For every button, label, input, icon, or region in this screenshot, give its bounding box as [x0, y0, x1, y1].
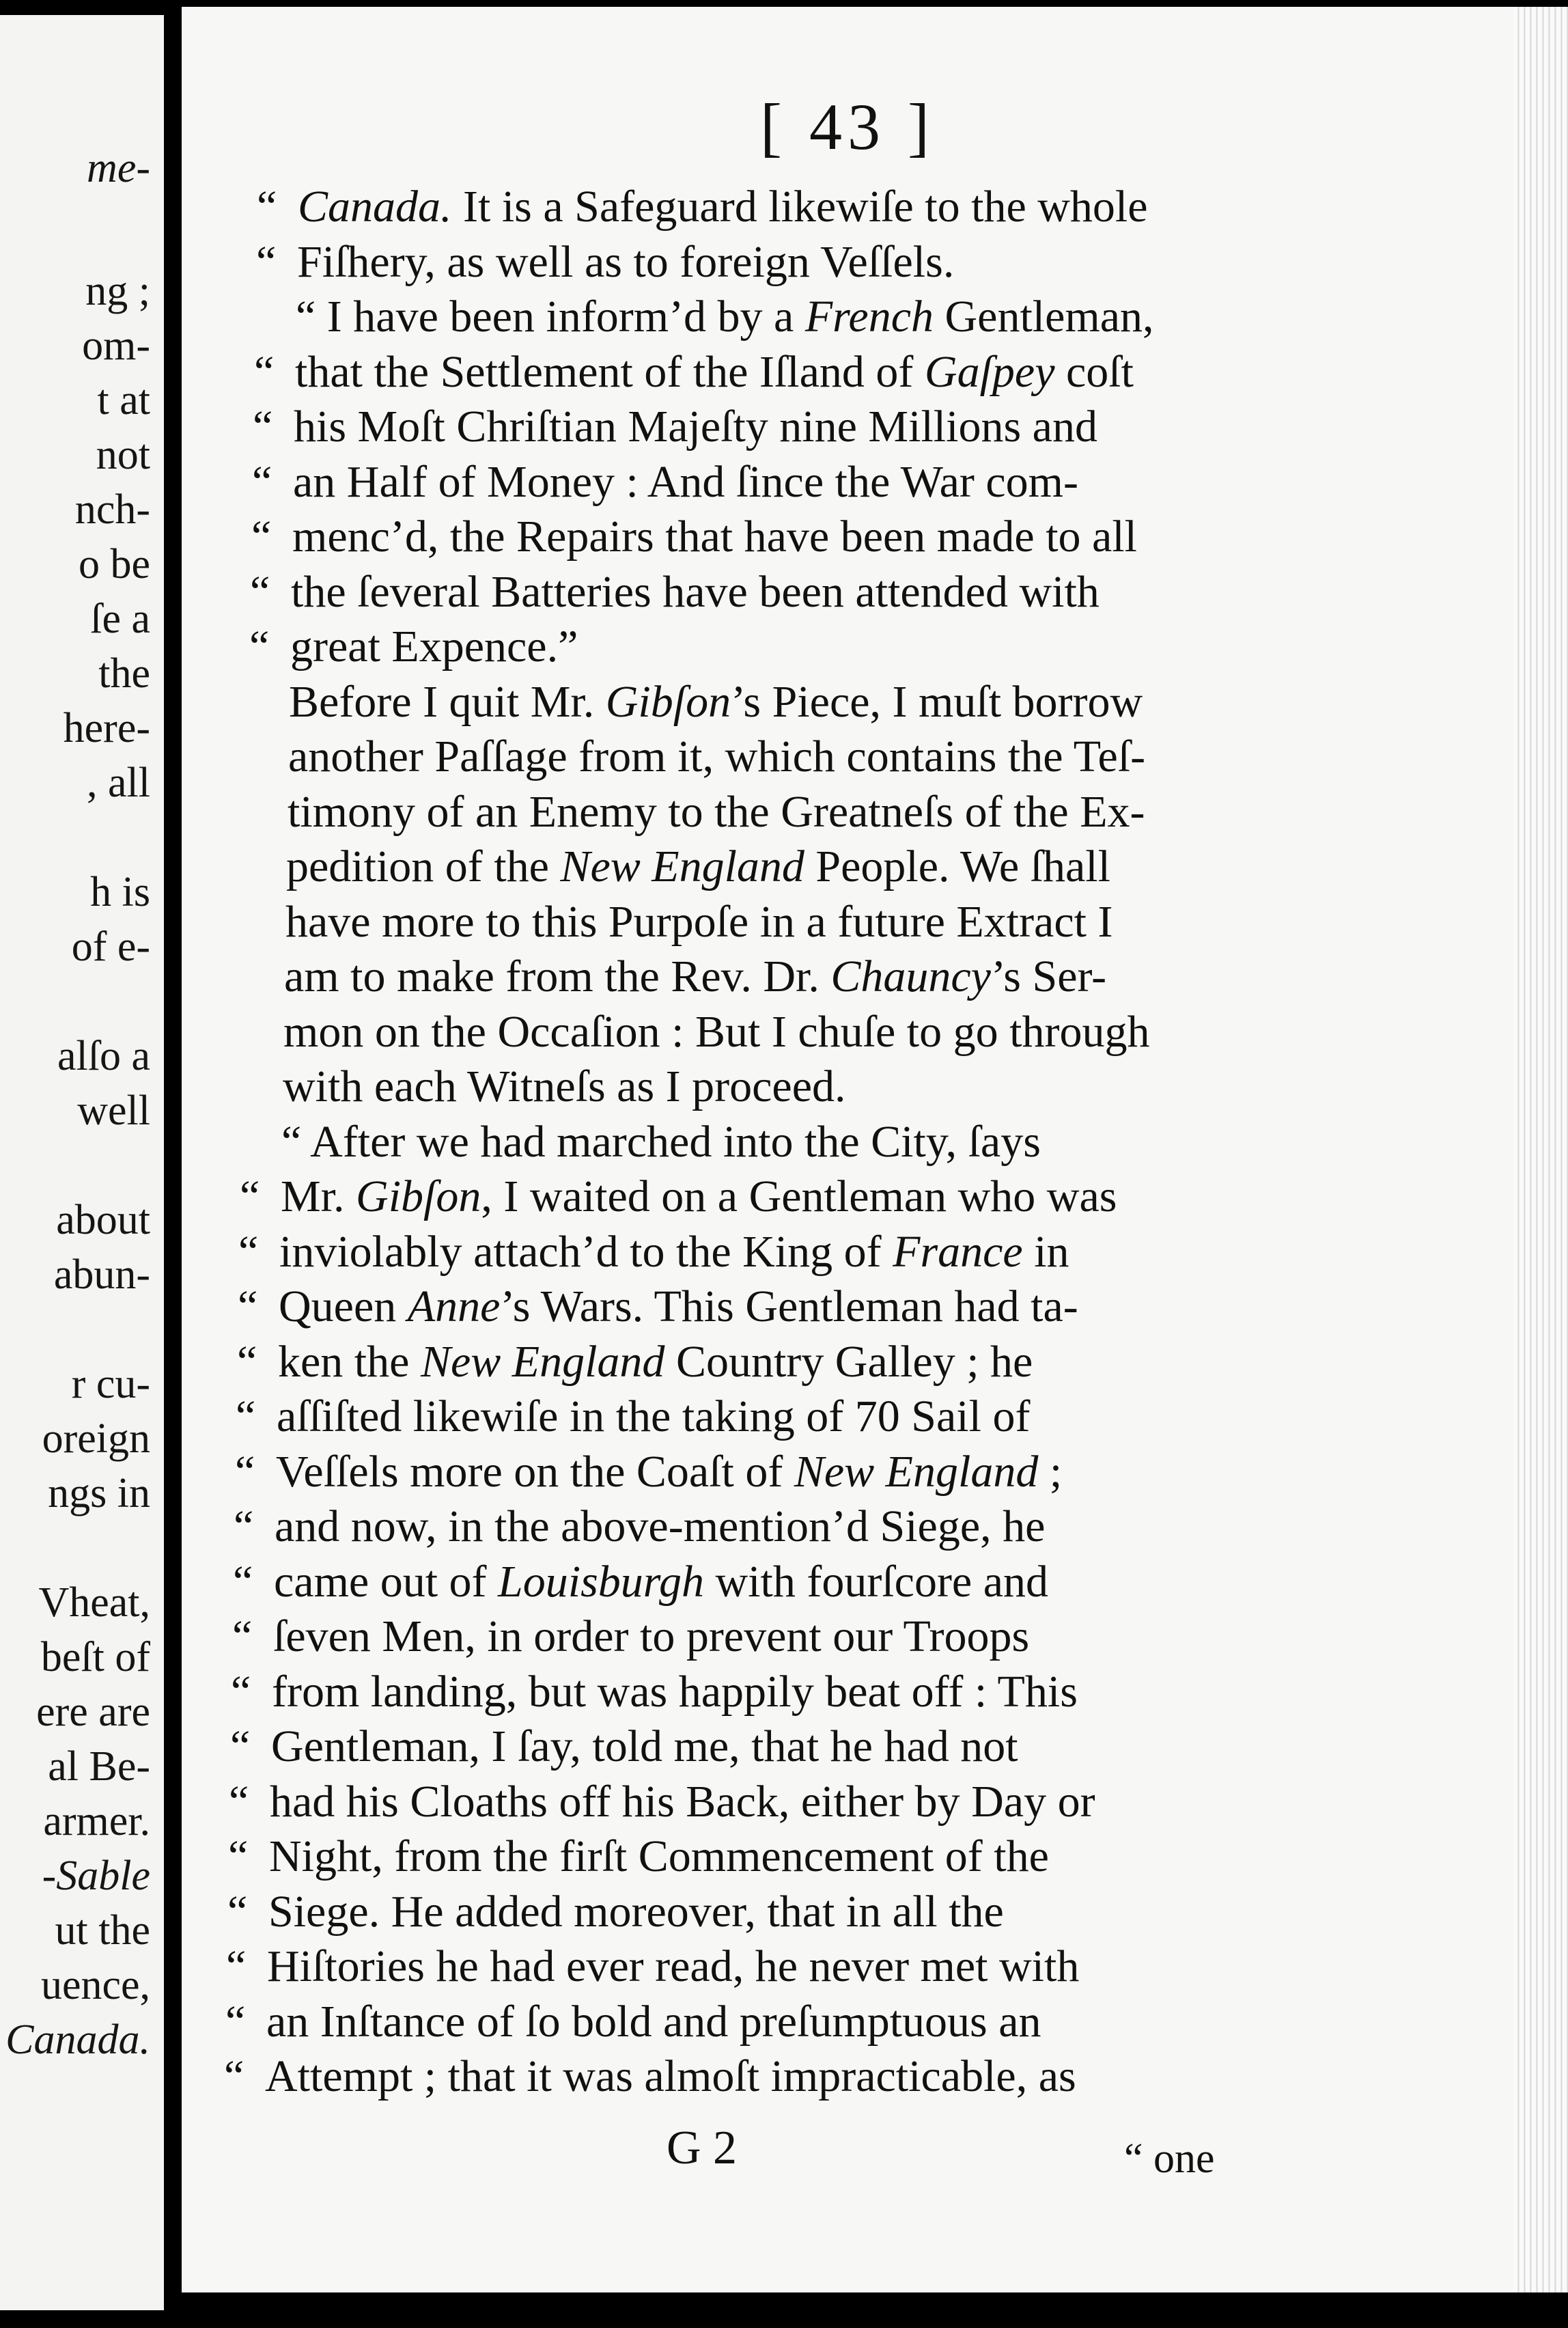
text-span: an Half of Money : And ſince the War com- — [293, 456, 1078, 507]
text-line — [296, 294, 1154, 340]
text-line — [286, 844, 1110, 889]
text-line — [235, 1446, 1063, 1497]
text-line — [228, 1831, 1049, 1881]
text-span: with each Witneſs as I proceed. — [283, 1062, 846, 1111]
left-page-line: alſo a — [57, 1033, 150, 1079]
text-span: Night, from the firſt Commencement of the — [269, 1831, 1049, 1881]
text-line — [224, 2051, 1076, 2101]
right-page — [182, 7, 1513, 2292]
italic-text: Louisburgh — [498, 1556, 705, 1607]
left-page-line: me- — [87, 145, 150, 191]
quote-mark: “ — [257, 182, 277, 232]
text-span: pedition of the — [286, 842, 561, 891]
text-line — [285, 896, 1113, 947]
text-span: Gentleman, I ſay, told me, that he had not — [271, 1721, 1018, 1771]
text-span: the ſeveral Batteries have been attended with — [291, 566, 1100, 617]
quote-mark: “ — [234, 1501, 254, 1551]
text-line — [256, 236, 955, 287]
italic-text: Gaſpey — [924, 346, 1055, 397]
text-line — [232, 1611, 1030, 1661]
text-span: Hiſtories he had ever read, he never met with — [267, 1941, 1080, 1991]
text-span: ’s Ser- — [990, 952, 1107, 1001]
quote-mark: “ — [254, 346, 275, 397]
text-line — [281, 1116, 1041, 1167]
quote-mark: “ — [224, 2051, 244, 2101]
left-page-line: ngs in — [48, 1470, 150, 1516]
text-span: have more to this Purpoſe in a future Extract I — [285, 896, 1113, 947]
quote-mark: “ — [250, 566, 270, 617]
text-line — [233, 1556, 1049, 1607]
left-page-line: here- — [63, 705, 150, 751]
text-span: ken the — [278, 1336, 421, 1387]
text-span: ; — [1038, 1446, 1063, 1497]
left-page-line: beſt of — [40, 1634, 150, 1680]
text-span: timony of an Enemy to the Greatneſs of the Ex- — [288, 786, 1145, 837]
italic-text: Gibſon — [605, 676, 731, 727]
left-page-line: of e- — [71, 924, 150, 970]
text-span: Queen — [279, 1281, 408, 1331]
text-span: , I waited on a Gentleman who was — [481, 1172, 1117, 1221]
text-span: Siege. He added moreover, that in all the — [268, 1886, 1004, 1937]
quote-mark: “ — [251, 512, 272, 562]
text-line — [236, 1391, 1031, 1441]
text-line — [225, 1996, 1041, 2047]
quote-mark: “ — [238, 1226, 259, 1277]
quote-mark: “ — [237, 1336, 257, 1387]
italic-text: Gibſon — [356, 1172, 481, 1221]
text-line — [249, 624, 578, 669]
quote-mark: “ — [252, 456, 272, 507]
left-page-line: t at — [97, 377, 150, 424]
text-span: Before I quit Mr. — [289, 676, 606, 727]
text-span: menc’d, the Repairs that have been made to all — [292, 512, 1138, 562]
text-line — [227, 1886, 1004, 1937]
quote-mark: “ — [240, 1172, 260, 1221]
left-page-line: ere are — [36, 1689, 150, 1735]
text-line — [251, 512, 1138, 562]
left-page-line: nch- — [74, 486, 150, 533]
text-span: an Inſtance of ſo bold and preſumptuous an — [266, 1996, 1041, 2047]
text-line — [238, 1226, 1069, 1277]
left-page-line: uence, — [40, 1962, 150, 2008]
left-page-line: Canada. — [5, 2017, 150, 2063]
quote-mark: “ — [231, 1666, 251, 1717]
text-line — [231, 1666, 1078, 1717]
text-line — [283, 1064, 845, 1109]
quote-mark: “ — [253, 402, 273, 452]
text-span: Country Galley ; he — [664, 1336, 1033, 1387]
left-page-line: oreign — [42, 1415, 150, 1462]
text-span: Fiſhery, as well as to foreign Veſſels. — [297, 236, 955, 287]
quote-mark: “ — [249, 622, 270, 671]
quote-mark: “ — [256, 236, 277, 287]
text-span: “ I have been inform’d by a — [296, 292, 805, 342]
italic-text: Anne — [407, 1281, 501, 1331]
left-page-line: well — [77, 1087, 150, 1134]
text-span: am to make from the Rev. Dr. — [284, 952, 831, 1001]
left-page-line: abun- — [53, 1251, 150, 1298]
left-page-line: ut the — [55, 1907, 150, 1954]
text-span: It is a Safeguard likewiſe to the whole — [451, 182, 1148, 232]
text-span: and now, in the above-mention’d Siege, he — [275, 1501, 1046, 1551]
text-line — [288, 734, 1145, 779]
left-page-line: -Sable — [42, 1853, 150, 1899]
text-line — [234, 1501, 1046, 1551]
italic-text: French — [804, 292, 934, 342]
text-span: People. We ſhall — [804, 842, 1110, 891]
text-span: ’s Piece, I muſt borrow — [731, 676, 1143, 727]
book-gutter — [164, 0, 182, 2328]
text-span: had his Cloaths off his Back, either by Day or — [270, 1776, 1095, 1827]
italic-text: New England — [560, 842, 804, 891]
text-span: mon on the Occaſion : But I chuſe to go through — [283, 1006, 1150, 1057]
text-span: Gentleman, — [934, 292, 1154, 342]
text-line — [252, 456, 1078, 507]
left-page-fragment — [0, 15, 164, 2310]
text-span: great Expence.” — [290, 622, 578, 671]
text-span: aſſiſted likewiſe in the taking of 70 Sail of — [277, 1391, 1031, 1441]
text-span: ’s Wars. This Gentleman had ta- — [500, 1281, 1078, 1331]
page-number: [ 43 ] — [760, 90, 935, 163]
text-span: came out of — [274, 1556, 499, 1607]
text-line — [257, 184, 1148, 230]
text-line — [250, 566, 1100, 617]
text-span: Veſſels more on the Coaſt of — [276, 1446, 794, 1497]
text-span: coſt — [1054, 346, 1134, 397]
text-line — [238, 1281, 1078, 1331]
left-page-line: Vheat, — [38, 1579, 150, 1626]
text-line — [229, 1776, 1095, 1827]
italic-text: France — [893, 1226, 1023, 1277]
text-line — [254, 346, 1134, 397]
signature-mark: G 2 — [667, 2122, 738, 2174]
left-page-line: not — [96, 432, 150, 478]
text-line — [226, 1941, 1080, 1991]
text-span: that the Settlement of the Iſland of — [295, 346, 925, 397]
left-page-line: the — [98, 650, 150, 697]
left-page-line: om- — [82, 322, 150, 369]
catchword: “ one — [1124, 2135, 1215, 2182]
quote-mark: “ — [235, 1446, 255, 1497]
left-page-line: r cu- — [71, 1361, 150, 1407]
text-line — [284, 954, 1106, 999]
left-page-line: ng ; — [85, 268, 150, 314]
left-page-line: h is — [90, 869, 150, 915]
text-span: ſeven Men, in order to prevent our Troops — [273, 1611, 1030, 1661]
left-page-line: armer. — [43, 1798, 150, 1844]
text-span: Attempt ; that it was almoſt impracticable, as — [265, 2051, 1076, 2101]
text-line — [230, 1721, 1018, 1771]
text-span: Mr. — [281, 1172, 356, 1221]
text-line — [237, 1336, 1033, 1387]
text-span: another Paſſage from it, which contains the Teſ- — [288, 732, 1146, 781]
quote-mark: “ — [228, 1831, 249, 1881]
text-line — [253, 402, 1097, 452]
text-line — [289, 676, 1143, 727]
left-page-line: ſe a — [90, 596, 150, 642]
italic-text: New England — [420, 1336, 665, 1387]
left-page-line: about — [56, 1197, 150, 1243]
text-span: with fourſcore and — [704, 1556, 1049, 1607]
text-line — [283, 1006, 1150, 1057]
quote-mark: “ — [233, 1556, 253, 1607]
left-page-line: o be — [78, 541, 150, 587]
quote-mark: “ — [226, 1941, 247, 1991]
text-line — [240, 1174, 1117, 1219]
text-span: inviolably attach’d to the King of — [279, 1226, 893, 1277]
quote-mark: “ — [229, 1776, 249, 1827]
text-span: in — [1022, 1226, 1069, 1277]
italic-text: Canada. — [298, 182, 452, 232]
text-line — [288, 786, 1145, 837]
page-edges — [1513, 7, 1568, 2292]
quote-mark: “ — [232, 1611, 253, 1661]
quote-mark: “ — [225, 1996, 246, 2047]
text-span: from landing, but was happily beat off : This — [272, 1666, 1078, 1717]
quote-mark: “ — [227, 1886, 248, 1937]
text-span: “ After we had marched into the City, ſays — [281, 1116, 1041, 1167]
quote-mark: “ — [236, 1391, 256, 1441]
text-span: his Moſt Chriſtian Majeſty nine Millions and — [294, 402, 1097, 452]
left-page-line: al Be- — [48, 1743, 150, 1790]
quote-mark: “ — [230, 1721, 251, 1771]
left-page-line: , all — [87, 760, 150, 806]
italic-text: New England — [794, 1446, 1039, 1497]
quote-mark: “ — [238, 1281, 258, 1331]
italic-text: Chauncy — [830, 952, 991, 1001]
